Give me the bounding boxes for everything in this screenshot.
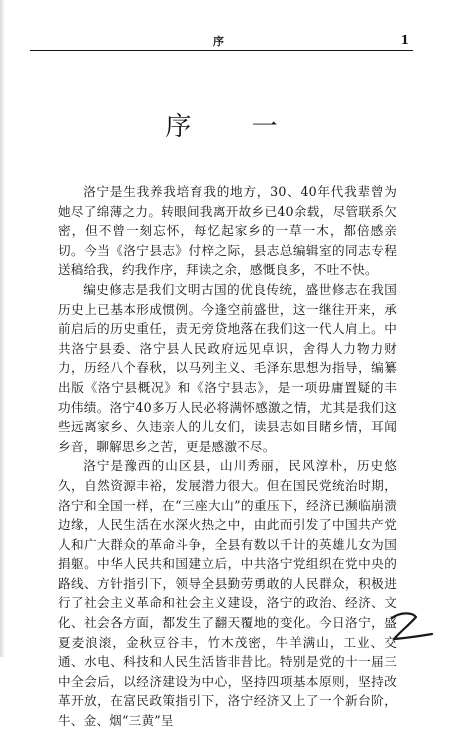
paragraph: 洛宁是豫西的山区县，山川秀丽，民风淳朴，历史悠久，自然资源丰裕，发展潜力很大。但在国民党统治时期，洛宁和全国一样，在“三座大山”的重压下，经济已濒临崩溃边缘，人民生活在水深火热之中，由此而引发了中国共产党人和广大群众的革命斗争，全县有数以千计的英雄儿女为国捐躯。中华人民共和国建立后，中共洛宁党组织在党中央的路线、方针指引下，领导全县勤劳勇敢的人民群众，积极进行了社会主义革命和社会主义建设，洛宁的政治、经济、文化、社会各方面，都发生了翻天覆地的变化。今日洛宁，盛夏麦浪滚，金秋豆谷丰，竹木茂密，牛羊满山，工业、交通、水电、科技和人民生活皆非昔比。特别是党的十一届三中全会后，以经济建设为中心，坚持四项基本原则，坚持改革开放，在富民政策指引下，洛宁经济又上了一个新台阶，牛、金、烟“三黄”呈 bbox=[58, 458, 397, 729]
page-spine-shadow bbox=[0, 0, 5, 657]
page-header bbox=[30, 23, 413, 53]
paragraph: 洛宁是生我养我培育我的地方，30、40年代我辈曾为她尽了绵薄之力。转眼间我离开故乡已40余载，尽管联系欠密，但不曾一刻忘怀，每忆起家乡的一草一木，都倍感亲切。今当《洛宁县志》付梓之际，县志总编辑室的同志专程送稿给我，约我作序，拜读之余，感慨良多，不吐不快。 bbox=[58, 184, 397, 278]
header-rule bbox=[30, 50, 413, 51]
page-number: 1 bbox=[400, 33, 409, 47]
paragraph: 编史修志是我们文明古国的优良传统，盛世修志在我国历史上已基本形成惯例。今逢空前盛世，这一继往开来，承前启后的历史重任，责无旁贷地落在我们这一代人肩上。中共洛宁县委、洛宁县人民政府远见卓识，舍得人力物力财力，历经八个春秋，以马列主义、毛泽东思想为指导，编纂出版《洛宁县概况》和《洛宁县志》，是一项毋庸置疑的丰功伟绩。洛宁40多万人民必将满怀感激之情，尤其是我们这些远离家乡、久违亲人的儿女们，读县志如目睹乡情，耳闻乡音，聊解思乡之苦，更是感激不尽。 bbox=[58, 281, 397, 454]
preface-body bbox=[58, 182, 397, 731]
handwritten-mark bbox=[386, 608, 438, 646]
preface-title: 序 一 bbox=[165, 112, 304, 142]
running-title: 序 bbox=[213, 35, 230, 48]
